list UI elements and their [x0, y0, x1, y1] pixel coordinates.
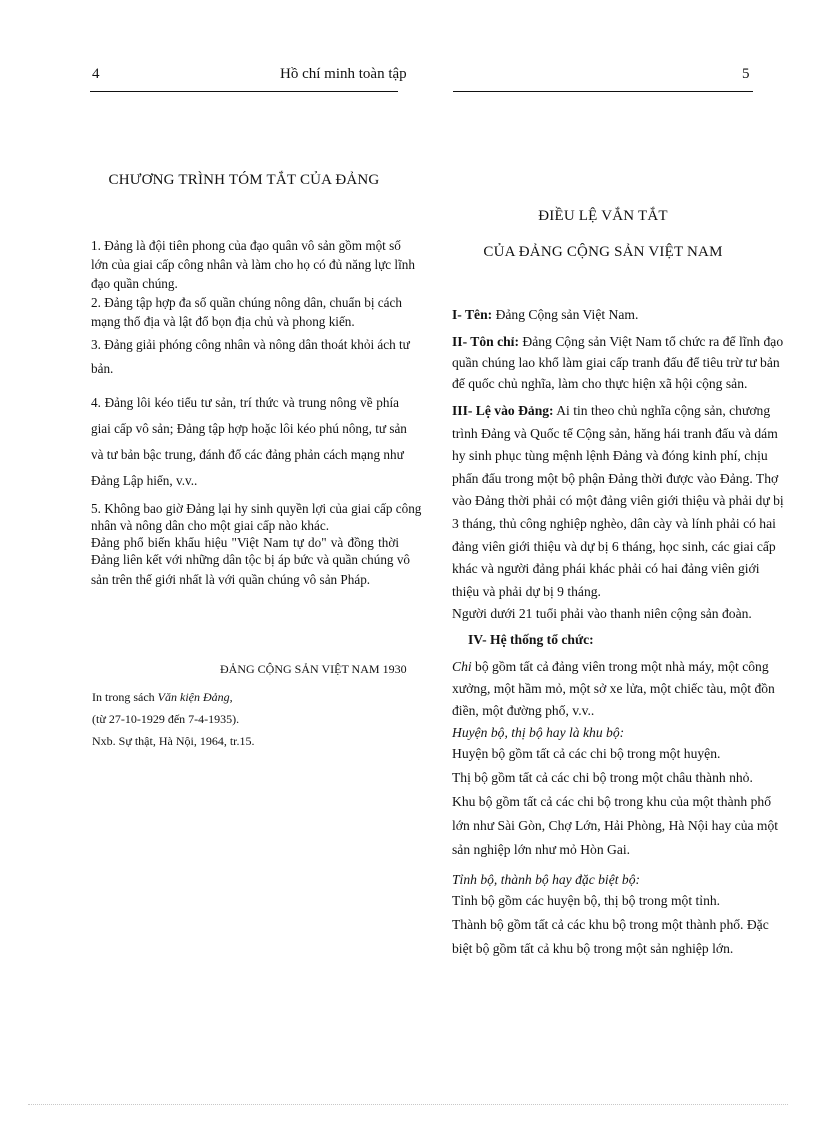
line: Thành bộ gồm tất cả các khu bộ trong một thành phố. Đặc [452, 916, 769, 932]
line: vào Đảng thời phải có một đảng viên giới thiệu và phải dự bị [452, 493, 784, 509]
right-page-title-1: ĐIỀU LỆ VẮN TẮT [538, 208, 668, 224]
section-3 [452, 400, 784, 626]
huyen-bo-block [452, 722, 779, 860]
line: quần chúng lao khổ làm giai cấp tranh đấu để tiêu trừ tư bản [452, 355, 780, 370]
section-4 [452, 629, 754, 650]
line: thiệu và phải dự bị 9 tháng. [452, 583, 601, 599]
program-item-3 [91, 335, 410, 378]
line: lớn như Sài Gòn, Chợ Lớn, Hải Phòng, Hà Nội hay của một [452, 817, 779, 833]
line: biệt bộ gồm tất cả khu bộ trong một sản nghiệp lớn. [452, 940, 734, 956]
left-header-rule [90, 91, 398, 92]
line: 1. Đảng là đội tiên phong của đạo quân vô sản gồm một số [91, 238, 401, 253]
source-publisher: Nxb. Sự thật, Hà Nội, 1964, tr.15. [92, 734, 255, 748]
section-text: Đảng Cộng sản Việt Nam. [492, 307, 639, 322]
source-prefix: In trong sách [92, 690, 158, 704]
source-book: Văn kiện Đảng, [157, 690, 233, 704]
line: Đảng liên kết với những dân tộc bị áp bức và quần chúng vô [91, 552, 411, 567]
line: Thị bộ gồm tất cả các chi bộ trong một châu thành nhỏ. [452, 769, 753, 785]
line: Người dưới 21 tuổi phải vào thanh niên cộng sản đoàn. [452, 606, 752, 622]
right-body [452, 304, 784, 959]
program-item-4 [91, 390, 407, 494]
section-label: II- Tôn chỉ: [452, 334, 519, 349]
line: Đảng Lập hiến, v.v.. [91, 473, 198, 488]
signature: ĐẢNG CỘNG SẢN VIỆT NAM 1930 [220, 662, 407, 676]
left-running-head: Hồ chí minh toàn tập [280, 66, 407, 82]
section-text: Ai tin theo chủ nghĩa cộng sản, chương [553, 403, 771, 418]
line: hy sinh phục tùng mệnh lệnh Đảng và đóng kinh phí, chịu [452, 448, 768, 464]
line: 4. Đảng lôi kéo tiểu tư sản, trí thức và trung nông về phía [91, 395, 399, 410]
section-label: III- Lệ vào Đảng: [452, 403, 554, 418]
line: Đảng phổ biến khẩu hiệu "Việt Nam tự do" và đồng thời [91, 535, 399, 550]
line [452, 656, 769, 678]
line: Huyện bộ gồm tất cả các chi bộ trong một huyện. [452, 745, 721, 761]
section-text: Đảng Cộng sản Việt Nam tổ chức ra để lĩnh đạo [518, 334, 784, 349]
bottom-dotted-border [28, 1104, 788, 1105]
line: điền, một đường phố, v.v.. [452, 702, 595, 718]
line: sản nghiệp lớn như mỏ Hòn Gai. [452, 841, 631, 857]
source-dates: (từ 27-10-1929 đến 7-4-1935). [92, 712, 240, 726]
line: và tư bản bậc trung, đánh đổ các đảng phản cách mạng như [91, 447, 404, 462]
source-citation [92, 688, 392, 751]
line: 3. Đảng giải phóng công nhân và nông dân thoát khỏi ách tư [91, 337, 410, 352]
line: 2. Đảng tập hợp đa số quần chúng nông dân, chuẩn bị cách [91, 295, 402, 310]
right-page-number: 5 [742, 66, 750, 82]
line: xưởng, một hầm mỏ, một sở xe lửa, một chiếc tàu, một đồn [452, 680, 775, 696]
chi-bo-block [452, 656, 775, 722]
line: Tỉnh bộ gồm các huyện bộ, thị bộ trong một tỉnh. [452, 892, 721, 908]
line: đảng viên giới thiệu và dự bị 6 tháng, học sinh, các giai cấp [452, 538, 776, 554]
section-1 [452, 304, 754, 325]
tinh-bo-heading [452, 869, 754, 890]
line: giai cấp vô sản; Đảng tập hợp hoặc lôi kéo phú nông, tư sản [91, 421, 407, 436]
program-item-5 [91, 500, 422, 588]
program-item-1 [91, 236, 415, 293]
left-page-number: 4 [92, 66, 100, 82]
right-header-rule [453, 91, 753, 92]
line [452, 400, 771, 423]
huyen-bo-heading [452, 722, 754, 743]
line: mạng thổ địa và lật đổ bọn địa chủ và phong kiến. [91, 314, 355, 329]
line: lớn của giai cấp công nhân và làm cho họ có đủ năng lực lĩnh [91, 257, 415, 272]
line: sản trên thế giới nhất là với quần chúng vô sản Pháp. [91, 572, 371, 587]
tinh-bo-block [452, 869, 769, 959]
line: 3 tháng, thủ công nghiệp nghèo, dân cày và lính phải có hai [452, 515, 776, 531]
line: bản. [91, 361, 114, 376]
line: đạo quần chúng. [91, 276, 178, 291]
heading-text: Huyện bộ, thị bộ hay là khu bộ: [452, 724, 625, 740]
line: trình Đảng và Quốc tế Cộng sản, hăng hái tranh đấu và dám [452, 425, 778, 441]
source-line-book [92, 688, 392, 707]
line: đế quốc chủ nghĩa, làm cho thực hiện xã hội cộng sản. [452, 376, 748, 391]
heading-text: Tỉnh bộ, thành bộ hay đặc biệt bộ: [452, 871, 641, 887]
line: nhân và nông dân cho một giai cấp nào khác. [91, 518, 330, 533]
section-2 [452, 331, 784, 394]
line [452, 331, 784, 352]
program-item-2 [91, 293, 402, 331]
line: Khu bộ gồm tất cả các chi bộ trong khu của một thành phố [452, 793, 771, 809]
chi-bo-text: bộ gồm tất cả đảng viên trong một nhà máy, một công [471, 658, 769, 674]
section-label: IV- Hệ thống tổ chức: [468, 631, 594, 647]
chi-bo-term: Chi [452, 658, 472, 674]
left-page-title: CHƯƠNG TRÌNH TÓM TẮT CỦA ĐẢNG [108, 172, 380, 188]
line: phấn đấu trong một bộ phận Đảng thời được vào Đảng. Thợ [452, 470, 779, 486]
line: khác và người đảng phái khác phải có hai đảng viên giới [452, 561, 760, 577]
left-body [91, 236, 422, 588]
section-label: I- Tên: [452, 307, 493, 322]
right-page-title-2: CỦA ĐẢNG CỘNG SẢN VIỆT NAM [483, 244, 723, 260]
line: 5. Không bao giờ Đảng lại hy sinh quyền lợi của giai cấp công [91, 501, 422, 516]
